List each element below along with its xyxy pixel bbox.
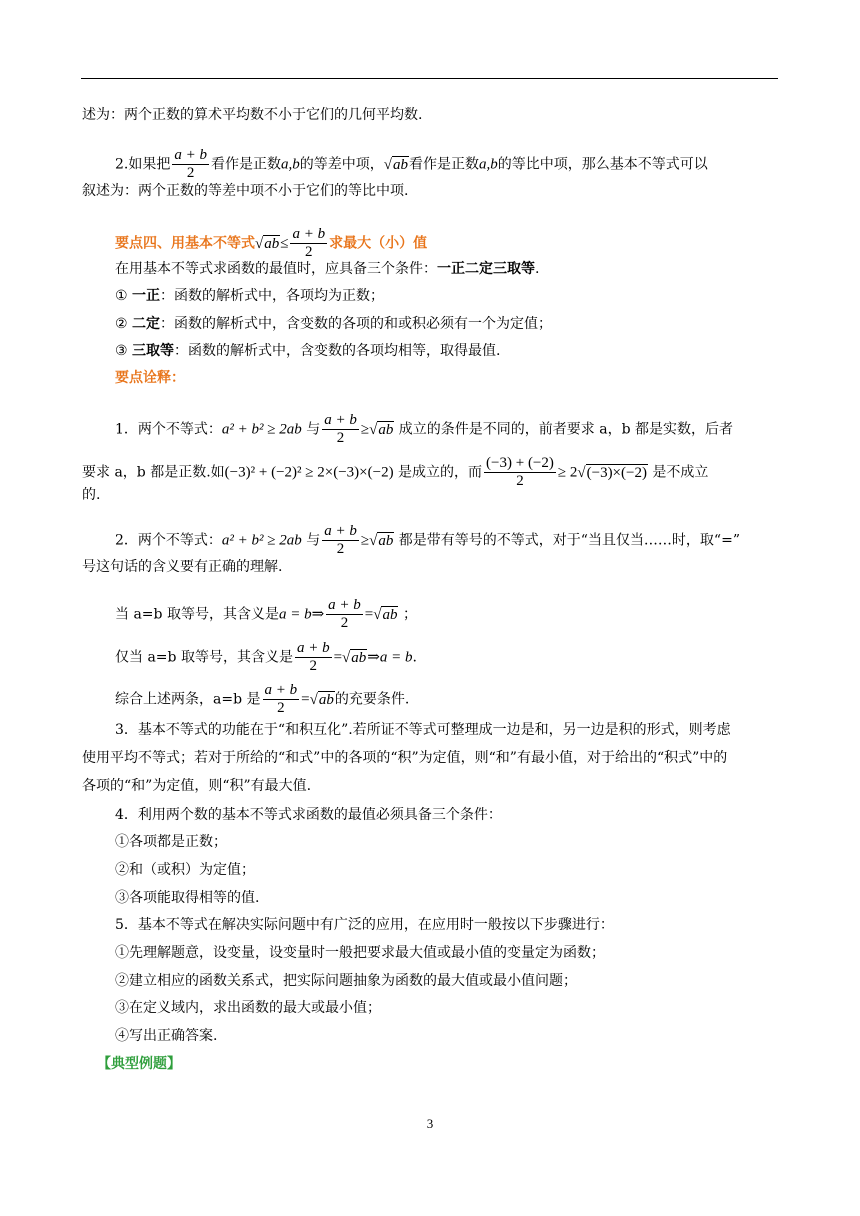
- section-heading: [97, 1053, 797, 1075]
- fraction-denominator: 2: [277, 700, 285, 716]
- text: ③: [115, 343, 133, 359]
- math: =: [301, 691, 310, 708]
- text: 述为：两个正数的算术平均数不小于它们的几何平均数.: [82, 107, 423, 123]
- text: 成立的条件是不同的，前者要求 a，b 都是实数，后者: [398, 421, 733, 438]
- text: 当 a=b 取等号，其含义是: [115, 606, 279, 623]
- math: ⇒: [367, 649, 380, 666]
- text-line: [115, 597, 815, 631]
- text-line: [82, 775, 782, 797]
- text: ③在定义域内，求出函数的最大或最小值；: [115, 1000, 381, 1016]
- fraction-denominator: 2: [309, 658, 318, 674]
- fraction-numerator: (−3) + (−2): [486, 455, 554, 471]
- text: 3．基本不等式的功能在于“和积互化”.若所证不等式可整理成一边是和，另一边是积的形式，则考虑: [115, 722, 731, 738]
- fraction-numerator: a + b: [296, 640, 330, 656]
- text: .: [412, 649, 417, 666]
- text: ①先理解题意，设变量，设变量时一般把要求最大值或最小值的变量定为函数；: [115, 945, 605, 961]
- text: 4．利用两个数的基本不等式求函数的最值必须具备三个条件：: [115, 807, 502, 823]
- text-line: [115, 285, 815, 307]
- fraction: [290, 226, 327, 261]
- math: a² + b² ≥ 2ab: [221, 532, 302, 549]
- heading-text: 求最大（小）值: [329, 235, 428, 252]
- heading-text: 要点诠释：: [115, 370, 185, 386]
- text: ：函数的解析式中，含变数的各项均相等，取得最值.: [174, 343, 501, 359]
- math: a = b: [278, 606, 312, 623]
- text: 是成立的，而: [398, 464, 483, 481]
- text-line: [115, 682, 815, 716]
- text: ③各项能取得相等的值.: [115, 890, 260, 906]
- text: 一正: [132, 288, 161, 304]
- math: =: [364, 606, 374, 623]
- fraction: [263, 682, 300, 717]
- math: =: [333, 649, 343, 666]
- sqrt: √ab: [383, 156, 408, 173]
- math: ≥ 2: [557, 464, 578, 481]
- math: a,b: [280, 156, 300, 173]
- text-line: [82, 747, 782, 769]
- text: 与: [306, 421, 321, 438]
- text-line: [115, 147, 815, 181]
- fraction-denominator: 2: [305, 244, 313, 260]
- text: ：函数的解析式中，含变数的各项的和或积必须有一个为定值；: [160, 316, 553, 332]
- heading-text: 要点四、用基本不等式: [115, 235, 255, 252]
- text: 综合上述两条，a=b 是: [115, 691, 261, 708]
- sqrt: √ab: [369, 532, 394, 549]
- text: 在用基本不等式求函数的最值时，应具备三个条件：: [115, 261, 437, 277]
- sqrt-radicand: ab: [378, 532, 394, 549]
- math: a = b: [379, 649, 413, 666]
- text-line: [115, 887, 815, 909]
- fraction-denominator: 2: [336, 430, 345, 446]
- sqrt-radicand: ab: [318, 691, 334, 708]
- fraction-denominator: 2: [516, 473, 524, 489]
- math: a² + b² ≥ 2ab: [221, 421, 302, 438]
- text: 各项的“和”为定值，则“积”有最大值.: [82, 778, 312, 794]
- math: a,b: [478, 156, 498, 173]
- text-line: 在用基本不等式求函数的最值时，应具备三个条件：一正二定三取等.: [115, 261, 540, 277]
- fraction-numerator: a + b: [264, 682, 298, 698]
- text-line: [115, 997, 815, 1019]
- text-line: [115, 914, 815, 936]
- text: 的充要条件.: [334, 691, 410, 708]
- math: ≥: [360, 421, 370, 438]
- text-line: [115, 942, 815, 964]
- math: ≥: [360, 532, 370, 549]
- text-line: [115, 412, 815, 446]
- text-line: [115, 313, 815, 335]
- text: 叙述为：两个正数的等差中项不小于它们的等比中项.: [82, 183, 409, 199]
- text-line: [115, 340, 815, 362]
- fraction: [326, 597, 363, 632]
- fraction-numerator: a + b: [324, 523, 357, 539]
- sqrt-radicand: ab: [378, 421, 394, 438]
- math: ⇒: [311, 606, 325, 623]
- fraction: [322, 412, 359, 447]
- text: ①: [115, 288, 133, 304]
- text: 1．两个不等式：: [115, 421, 222, 438]
- text: 仅当 a=b 取等号，其含义是: [115, 649, 293, 666]
- text-line: [82, 455, 782, 489]
- page-number: 3: [426, 1116, 434, 1131]
- text-line: [115, 859, 815, 881]
- section-heading: [115, 226, 815, 260]
- text-line: [82, 104, 782, 126]
- text: 二定: [132, 316, 161, 332]
- text-line: [115, 970, 815, 992]
- fraction-denominator: 2: [336, 541, 345, 557]
- text: 的等差中项，: [299, 156, 384, 173]
- sqrt-radicand: ab: [392, 156, 408, 173]
- text: ①各项都是正数；: [115, 834, 227, 850]
- text-line: [115, 1025, 815, 1047]
- fraction-numerator: a + b: [328, 597, 361, 613]
- sqrt-radicand: ab: [351, 649, 367, 666]
- sqrt: √ab: [255, 235, 280, 252]
- text: 都是带有等号的不等式，对于“当且仅当……时，取“=”: [398, 532, 740, 549]
- text: ④写出正确答案.: [115, 1028, 218, 1044]
- sqrt-radicand: ab: [264, 235, 280, 252]
- text: 与: [306, 532, 321, 549]
- text: 的等比中项，那么基本不等式可以: [497, 156, 708, 173]
- text: 5．基本不等式在解决实际问题中有广泛的应用，在应用时一般按以下步骤进行：: [115, 917, 614, 933]
- sqrt-radicand: ab: [382, 606, 398, 623]
- heading-text: 【典型例题】: [97, 1056, 181, 1072]
- text: 2．两个不等式：: [115, 532, 222, 549]
- sqrt: √ab: [373, 606, 398, 623]
- text: 2.如果把: [115, 156, 171, 173]
- sqrt: √ab: [342, 649, 367, 666]
- math: ≤: [280, 235, 289, 252]
- fraction-numerator: a + b: [324, 412, 357, 428]
- text-line: [115, 640, 815, 674]
- text-line: [115, 523, 815, 557]
- text-line: [115, 831, 815, 853]
- fraction: [295, 640, 332, 675]
- text: 一正二定三取等: [437, 261, 535, 277]
- text: 是不成立: [652, 464, 709, 481]
- text: 号这句话的含义要有正确的理解.: [82, 559, 283, 575]
- fraction-denominator: 2: [340, 615, 349, 631]
- math: (−3)² + (−2)² ≥ 2×(−3)×(−2): [224, 464, 394, 481]
- text: ②建立相应的函数关系式，把实际问题抽象为函数的最大值或最小值问题；: [115, 973, 577, 989]
- section-heading: [115, 367, 815, 389]
- text-line: [82, 556, 782, 578]
- text: 的.: [82, 487, 101, 503]
- sqrt: √ab: [309, 691, 334, 708]
- fraction-numerator: a + b: [292, 226, 326, 242]
- text-line: [82, 180, 782, 202]
- text: 使用平均不等式；若对于所给的“和式”中的各项的“积”为定值，则“和”有最小值，对于给出的“积式”中的: [82, 750, 728, 766]
- text: ；: [402, 606, 417, 623]
- fraction-numerator: a + b: [174, 147, 207, 163]
- sqrt: √ab: [369, 421, 394, 438]
- fraction-denominator: 2: [186, 165, 195, 181]
- text-line: [115, 719, 815, 741]
- fraction: [172, 147, 209, 182]
- text: ②和（或积）为定值；: [115, 862, 255, 878]
- text: ②: [115, 316, 133, 332]
- text: ：函数的解析式中，各项均为正数；: [160, 288, 385, 304]
- text-line: [82, 484, 782, 506]
- text: 看作是正数: [210, 156, 281, 173]
- text: 三取等: [132, 343, 175, 359]
- text: 看作是正数: [408, 156, 479, 173]
- sqrt: √(−3)×(−2): [577, 464, 647, 481]
- fraction: [322, 523, 359, 558]
- text-line: [115, 804, 815, 826]
- text: 要求 a，b 都是正数.如: [82, 464, 225, 481]
- sqrt-radicand: (−3)×(−2): [586, 464, 647, 481]
- header-rule: [81, 78, 778, 79]
